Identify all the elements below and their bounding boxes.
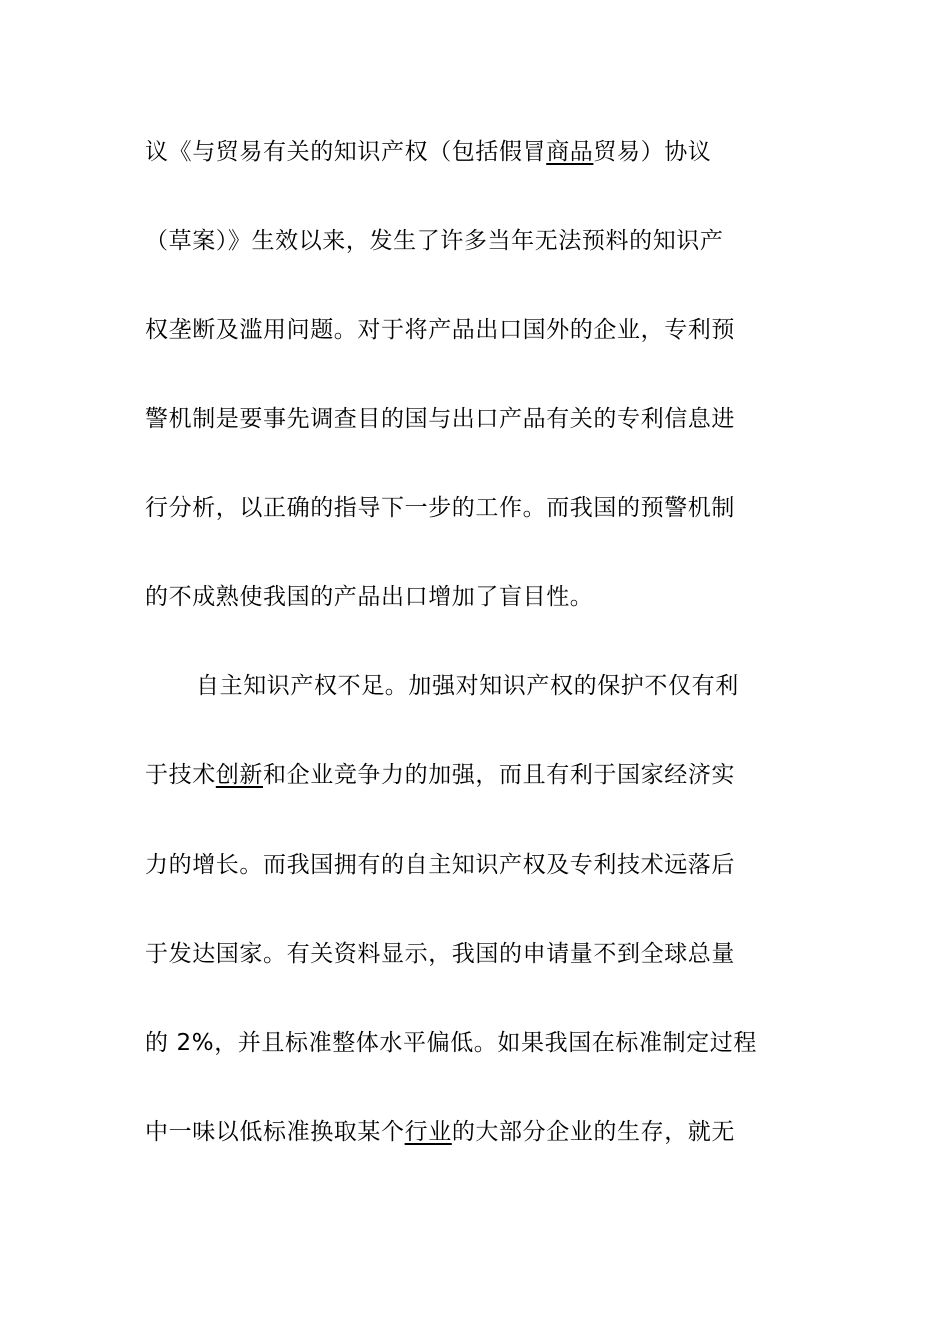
hyperlink-chuangxin[interactable]: 创新 [215, 762, 264, 788]
text-run: 中一味以低标准换取某个 [145, 1119, 405, 1145]
text-run: 和企业竞争力的加强，而且有利于国家经济实 [263, 762, 736, 788]
text-run: 的大部分企业的生存，就无 [451, 1119, 736, 1145]
text-line-7 [196, 671, 739, 701]
hyperlink-shangpin[interactable]: 商品 [546, 139, 594, 165]
text-line-4 [145, 404, 735, 434]
text-run: 行分析，以正确的指导下一步的工作。而我国的预警机制 [145, 495, 735, 521]
text-run: 于发达国家。有关资料显示，我国的申请量不到全球总量 [145, 941, 735, 967]
text-run: 力的增长。而我国拥有的自主知识产权及专利技术远落后 [145, 852, 735, 878]
text-run: 于技术 [145, 762, 216, 788]
text-run: 自主知识产权不足。加强对知识产权的保护不仅有利 [196, 673, 739, 699]
text-run: 议《与贸易有关的知识产权（包括假冒 [145, 139, 547, 165]
text-run: 贸易）协议 [593, 139, 712, 165]
text-run: （草案）》生效以来，发生了许多当年无法预料的知识产 [145, 228, 724, 254]
text-run: 的 2%，并且标准整体水平偏低。如果我国在标准制定过程 [145, 1030, 757, 1056]
text-line-2 [145, 226, 724, 256]
text-line-1 [145, 137, 711, 167]
text-run: 警机制是要事先调查目的国与出口产品有关的专利信息进 [145, 406, 735, 432]
text-line-10 [145, 939, 735, 969]
text-line-5 [145, 493, 735, 523]
text-line-8 [145, 760, 735, 790]
text-line-6 [145, 582, 593, 612]
text-line-9 [145, 850, 735, 880]
text-line-11 [145, 1028, 757, 1058]
text-line-12 [145, 1117, 735, 1147]
text-run: 的不成熟使我国的产品出口增加了盲目性。 [145, 584, 594, 610]
text-line-3 [145, 315, 735, 345]
hyperlink-hangye[interactable]: 行业 [404, 1119, 452, 1145]
text-run: 权垄断及滥用问题。对于将产品出口国外的企业，专利预 [145, 317, 735, 343]
